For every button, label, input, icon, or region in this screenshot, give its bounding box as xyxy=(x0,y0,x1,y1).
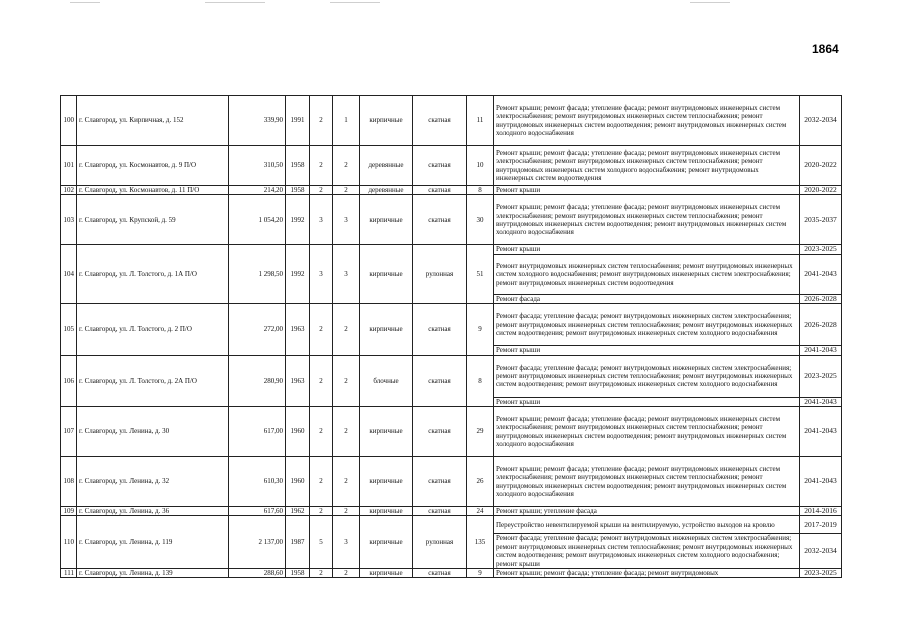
year-cell: 1958 xyxy=(286,569,310,578)
work-description-cell: Ремонт крыши; утепление фасада xyxy=(494,507,800,516)
work-description-cell: Ремонт крыши; ремонт фасада; утепление фасада; ремонт внутридомовых инженерных систем электроснабжения; ремонт внутридомовых инженерных систем теплоснабжения; ремонт внутридомовых инженерных систем холодного водоснабжения; ремонт внутридомовых инженерных систем водоотведения xyxy=(494,146,800,186)
table-row xyxy=(61,186,842,195)
roof-type-cell: скатная xyxy=(413,96,467,146)
year-cell: 1991 xyxy=(286,96,310,146)
entrances-cell: 2 xyxy=(333,457,360,507)
wall-material-cell: деревянные xyxy=(360,146,413,186)
year-cell: 1963 xyxy=(286,355,310,406)
floors-cell: 2 xyxy=(310,507,333,516)
address-cell: г. Славгород, ул. Л. Толстого, д. 2А П/О xyxy=(77,355,229,406)
address-cell: г. Славгород, ул. Крупской, д. 59 xyxy=(77,195,229,245)
floors-cell: 3 xyxy=(310,195,333,245)
entrances-cell: 2 xyxy=(333,186,360,195)
work-description-cell: Ремонт крыши xyxy=(494,346,800,355)
year-cell: 1958 xyxy=(286,146,310,186)
page-number: 1864 xyxy=(812,42,839,56)
residents-cell: 8 xyxy=(467,355,494,406)
wall-material-cell: кирпичные xyxy=(360,96,413,146)
work-description-cell: Ремонт крыши xyxy=(494,397,800,406)
area-cell: 288,60 xyxy=(229,569,286,578)
period-cell: 2023-2025 xyxy=(800,355,842,397)
entrances-cell: 2 xyxy=(333,507,360,516)
residents-cell: 11 xyxy=(467,96,494,146)
work-description-cell: Ремонт крыши xyxy=(494,245,800,254)
entrances-cell: 3 xyxy=(333,195,360,245)
floors-cell: 2 xyxy=(310,457,333,507)
residents-cell: 30 xyxy=(467,195,494,245)
roof-type-cell: скатная xyxy=(413,407,467,457)
wall-material-cell: кирпичные xyxy=(360,304,413,355)
address-cell: г. Славгород, ул. Ленина, д. 32 xyxy=(77,457,229,507)
roof-type-cell: скатная xyxy=(413,355,467,406)
year-cell: 1992 xyxy=(286,245,310,304)
table-row xyxy=(61,96,842,146)
work-description-cell: Ремонт фасада xyxy=(494,294,800,303)
address-cell: г. Славгород, ул. Л. Толстого, д. 2 П/О xyxy=(77,304,229,355)
scan-artifact xyxy=(205,2,265,3)
area-cell: 310,50 xyxy=(229,146,286,186)
area-cell: 1 054,20 xyxy=(229,195,286,245)
roof-type-cell: скатная xyxy=(413,569,467,578)
period-cell: 2020-2022 xyxy=(800,146,842,186)
wall-material-cell: кирпичные xyxy=(360,407,413,457)
floors-cell: 2 xyxy=(310,569,333,578)
area-cell: 1 298,50 xyxy=(229,245,286,304)
entrances-cell: 1 xyxy=(333,96,360,146)
wall-material-cell: блочные xyxy=(360,355,413,406)
period-cell: 2032-2034 xyxy=(800,96,842,146)
row-number: 104 xyxy=(61,245,77,304)
entrances-cell: 3 xyxy=(333,516,360,569)
work-description-cell: Ремонт фасада; утепление фасада; ремонт внутридомовых инженерных систем электроснабжения; ремонт внутридомовых инженерных систем теплоснабжения; ремонт внутридомовых инженерных систем водоотведения; ремонт внутридомовых инженерных систем холодного водоснабжения xyxy=(494,355,800,397)
table-row xyxy=(61,146,842,186)
address-cell: г. Славгород, ул. Ленина, д. 36 xyxy=(77,507,229,516)
entrances-cell: 2 xyxy=(333,146,360,186)
work-description-cell: Ремонт крыши; ремонт фасада; утепление фасада; ремонт внутридомовых инженерных систем электроснабжения; ремонт внутридомовых инженерных систем теплоснабжения; ремонт внутридомовых инженерных систем водоотведения; ремонт внутридомовых инженерных систем холодного водоснабжения xyxy=(494,407,800,457)
entrances-cell: 2 xyxy=(333,569,360,578)
work-description-cell: Ремонт фасада; утепление фасада; ремонт внутридомовых инженерных систем электроснабжения; ремонт внутридомовых инженерных систем теплоснабжения; ремонт внутридомовых инженерных систем водоотведения; ремонт внутридомовых инженерных систем холодного водоснабжения; ремонт крыши xyxy=(494,534,800,569)
roof-type-cell: рулонная xyxy=(413,516,467,569)
table-row xyxy=(61,569,842,578)
row-number: 109 xyxy=(61,507,77,516)
work-description-cell: Ремонт крыши; ремонт фасада; утепление фасада; ремонт внутридомовых инженерных систем электроснабжения; ремонт внутридомовых инженерных систем теплоснабжения; ремонт внутридомовых инженерных систем водоотведения; ремонт внутридомовых инженерных систем холодного водоснабжения xyxy=(494,96,800,146)
period-cell: 2041-2043 xyxy=(800,346,842,355)
floors-cell: 5 xyxy=(310,516,333,569)
residents-cell: 8 xyxy=(467,186,494,195)
roof-type-cell: скатная xyxy=(413,195,467,245)
period-cell: 2026-2028 xyxy=(800,304,842,346)
roof-type-cell: скатная xyxy=(413,507,467,516)
address-cell: г. Славгород, ул. Л. Толстого, д. 1А П/О xyxy=(77,245,229,304)
table-row xyxy=(61,516,842,534)
table-row xyxy=(61,195,842,245)
period-cell: 2041-2043 xyxy=(800,457,842,507)
address-cell: г. Славгород, ул. Космонавтов, д. 9 П/О xyxy=(77,146,229,186)
wall-material-cell: кирпичные xyxy=(360,195,413,245)
row-number: 111 xyxy=(61,569,77,578)
row-number: 108 xyxy=(61,457,77,507)
floors-cell: 2 xyxy=(310,355,333,406)
address-cell: г. Славгород, ул. Ленина, д. 139 xyxy=(77,569,229,578)
period-cell: 2014-2016 xyxy=(800,507,842,516)
entrances-cell: 2 xyxy=(333,355,360,406)
wall-material-cell: кирпичные xyxy=(360,516,413,569)
scan-artifact xyxy=(690,2,730,3)
work-description-cell: Ремонт крыши; ремонт фасада; утепление фасада; ремонт внутридомовых xyxy=(494,569,800,578)
area-cell: 339,90 xyxy=(229,96,286,146)
year-cell: 1963 xyxy=(286,304,310,355)
address-cell: г. Славгород, ул. Ленина, д. 119 xyxy=(77,516,229,569)
year-cell: 1960 xyxy=(286,407,310,457)
table-row xyxy=(61,245,842,254)
row-number: 100 xyxy=(61,96,77,146)
wall-material-cell: деревянные xyxy=(360,186,413,195)
roof-type-cell: скатная xyxy=(413,186,467,195)
residents-cell: 9 xyxy=(467,569,494,578)
floors-cell: 2 xyxy=(310,304,333,355)
period-cell: 2041-2043 xyxy=(800,254,842,294)
floors-cell: 2 xyxy=(310,407,333,457)
year-cell: 1962 xyxy=(286,507,310,516)
residents-cell: 9 xyxy=(467,304,494,355)
period-cell: 2032-2034 xyxy=(800,534,842,569)
wall-material-cell: кирпичные xyxy=(360,245,413,304)
table-row xyxy=(61,304,842,346)
year-cell: 1958 xyxy=(286,186,310,195)
roof-type-cell: рулонная xyxy=(413,245,467,304)
row-number: 105 xyxy=(61,304,77,355)
period-cell: 2026-2028 xyxy=(800,294,842,303)
row-number: 101 xyxy=(61,146,77,186)
year-cell: 1960 xyxy=(286,457,310,507)
residents-cell: 29 xyxy=(467,407,494,457)
wall-material-cell: кирпичные xyxy=(360,457,413,507)
work-description-cell: Ремонт крыши xyxy=(494,186,800,195)
work-description-cell: Ремонт фасада; утепление фасада; ремонт внутридомовых инженерных систем электроснабжения; ремонт внутридомовых инженерных систем теплоснабжения; ремонт внутридомовых инженерных систем водоотведения; ремонт внутридомовых инженерных систем холодного водоснабжения xyxy=(494,304,800,346)
floors-cell: 2 xyxy=(310,96,333,146)
work-description-cell: Ремонт крыши; ремонт фасада; утепление фасада; ремонт внутридомовых инженерных систем электроснабжения; ремонт внутридомовых инженерных систем теплоснабжения; ремонт внутридомовых инженерных систем водоотведения; ремонт внутридомовых инженерных систем холодного водоснабжения xyxy=(494,457,800,507)
wall-material-cell: кирпичные xyxy=(360,569,413,578)
year-cell: 1992 xyxy=(286,195,310,245)
area-cell: 2 137,00 xyxy=(229,516,286,569)
wall-material-cell: кирпичные xyxy=(360,507,413,516)
row-number: 107 xyxy=(61,407,77,457)
entrances-cell: 3 xyxy=(333,245,360,304)
period-cell: 2023-2025 xyxy=(800,569,842,578)
roof-type-cell: скатная xyxy=(413,146,467,186)
residents-cell: 24 xyxy=(467,507,494,516)
row-number: 106 xyxy=(61,355,77,406)
entrances-cell: 2 xyxy=(333,304,360,355)
roof-type-cell: скатная xyxy=(413,304,467,355)
table-row xyxy=(61,355,842,397)
year-cell: 1987 xyxy=(286,516,310,569)
table-row xyxy=(61,407,842,457)
table-row xyxy=(61,507,842,516)
residents-cell: 26 xyxy=(467,457,494,507)
work-description-cell: Переустройство невентилируемой крыши на вентилируемую, устройство выходов на кровлю xyxy=(494,516,800,534)
area-cell: 280,90 xyxy=(229,355,286,406)
address-cell: г. Славгород, ул. Космонавтов, д. 11 П/О xyxy=(77,186,229,195)
period-cell: 2041-2043 xyxy=(800,407,842,457)
area-cell: 272,00 xyxy=(229,304,286,355)
scan-artifact xyxy=(330,2,380,3)
residents-cell: 10 xyxy=(467,146,494,186)
residents-cell: 51 xyxy=(467,245,494,304)
residents-cell: 135 xyxy=(467,516,494,569)
entrances-cell: 2 xyxy=(333,407,360,457)
area-cell: 617,60 xyxy=(229,507,286,516)
table-row xyxy=(61,457,842,507)
period-cell: 2017-2019 xyxy=(800,516,842,534)
address-cell: г. Славгород, ул. Ленина, д. 30 xyxy=(77,407,229,457)
row-number: 103 xyxy=(61,195,77,245)
area-cell: 617,00 xyxy=(229,407,286,457)
area-cell: 610,30 xyxy=(229,457,286,507)
area-cell: 214,20 xyxy=(229,186,286,195)
address-cell: г. Славгород, ул. Кирпичная, д. 152 xyxy=(77,96,229,146)
work-description-cell: Ремонт внутридомовых инженерных систем теплоснабжения; ремонт внутридомовых инженерных систем холодного водоснабжения; ремонт внутридомовых инженерных систем электроснабжения; ремонт внутридомовых инженерных систем водоотведения xyxy=(494,254,800,294)
period-cell: 2020-2022 xyxy=(800,186,842,195)
housing-repair-table xyxy=(60,95,842,578)
period-cell: 2035-2037 xyxy=(800,195,842,245)
row-number: 102 xyxy=(61,186,77,195)
period-cell: 2041-2043 xyxy=(800,397,842,406)
work-description-cell: Ремонт крыши; ремонт фасада; утепление фасада; ремонт внутридомовых инженерных систем электроснабжения; ремонт внутридомовых инженерных систем теплоснабжения; ремонт внутридомовых инженерных систем водоотведения; ремонт внутридомовых инженерных систем холодного водоснабжения xyxy=(494,195,800,245)
floors-cell: 3 xyxy=(310,245,333,304)
floors-cell: 2 xyxy=(310,146,333,186)
period-cell: 2023-2025 xyxy=(800,245,842,254)
roof-type-cell: скатная xyxy=(413,457,467,507)
floors-cell: 2 xyxy=(310,186,333,195)
scan-artifact xyxy=(70,2,100,3)
row-number: 110 xyxy=(61,516,77,569)
